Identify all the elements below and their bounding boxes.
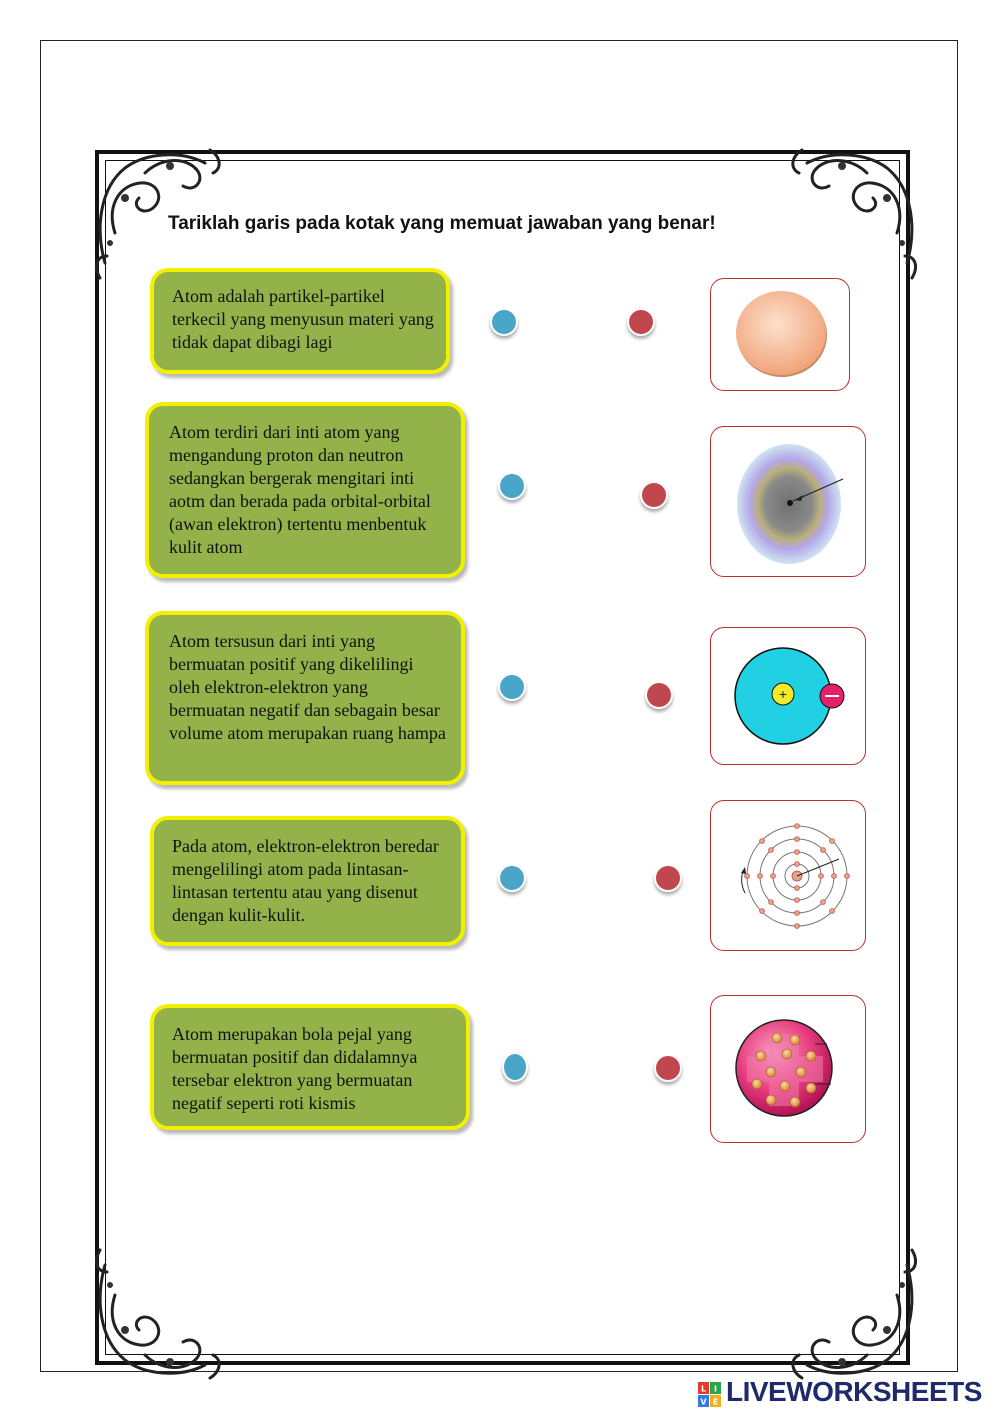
svg-text:V: V <box>700 1397 707 1407</box>
liveworksheets-brand[interactable]: LIVEWORKSHEETS <box>726 1376 982 1407</box>
solid-sphere-model-icon <box>711 279 851 392</box>
svg-text:+: + <box>778 688 788 701</box>
answer-image-box-5[interactable] <box>710 995 866 1143</box>
answer-image-box-1[interactable] <box>710 278 850 391</box>
right-connector-dot-2[interactable] <box>640 481 668 509</box>
liveworksheets-logo-icon <box>698 1382 722 1408</box>
statement-text: Pada atom, elektron-elektron beredar mengelilingi atom pada lintasan-lintasan tertentu atau yang disenut dengan kulit-kulit. <box>172 836 439 925</box>
statement-box <box>150 1004 470 1130</box>
ornament-bottom-left-icon <box>85 1240 235 1390</box>
right-connector-dot-5[interactable] <box>654 1054 682 1082</box>
statement-text: Atom merupakan bola pejal yang bermuatan positif dan didalamnya tersebar elektron yang bermuatan negatif seperti roti kismis <box>172 1024 418 1113</box>
answer-image-box-4[interactable] <box>710 800 866 951</box>
statement-text: Atom terdiri dari inti atom yang mengandung proton dan neutron sedangkan bergerak mengitari inti aotm dan berada pada orbital-orbital (awan elektron) tertentu menbentuk kulit atom <box>169 422 431 557</box>
svg-text:I: I <box>714 1384 717 1394</box>
right-connector-dot-1[interactable] <box>627 308 655 336</box>
left-connector-dot-2[interactable] <box>498 472 526 500</box>
ornament-top-right-icon <box>777 138 927 288</box>
statement-box <box>150 816 465 946</box>
svg-text:L: L <box>700 1384 707 1394</box>
ornament-bottom-right-icon <box>777 1240 927 1390</box>
statement-box <box>145 402 465 578</box>
nucleus-electron-model-icon <box>711 628 867 766</box>
statement-box <box>145 611 465 785</box>
left-connector-dot-3[interactable] <box>498 673 526 701</box>
answer-image-box-3[interactable] <box>710 627 866 765</box>
svg-text:E: E <box>712 1397 719 1407</box>
shell-orbit-model-icon <box>711 801 867 952</box>
left-connector-dot-4[interactable] <box>498 864 526 892</box>
answer-image-box-2[interactable] <box>710 426 866 577</box>
instruction-title: Tariklah garis pada kotak yang memuat jawaban yang benar! <box>168 213 716 234</box>
statement-text: Atom adalah partikel-partikel terkecil yang menyusun materi yang tidak dapat dibagi lagi <box>172 286 434 352</box>
right-connector-dot-4[interactable] <box>654 864 682 892</box>
statement-box <box>150 268 450 374</box>
plum-pudding-model-icon <box>711 996 867 1144</box>
left-connector-dot-5[interactable] <box>502 1052 528 1082</box>
left-connector-dot-1[interactable] <box>490 308 518 336</box>
electron-cloud-model-icon <box>711 427 867 578</box>
statement-text: Atom tersusun dari inti yang bermuatan positif yang dikelilingi oleh elektron-elektron yang bermuatan negatif dan sebagain besar volume atom merupakan ruang hampa <box>169 631 446 743</box>
right-connector-dot-3[interactable] <box>645 681 673 709</box>
